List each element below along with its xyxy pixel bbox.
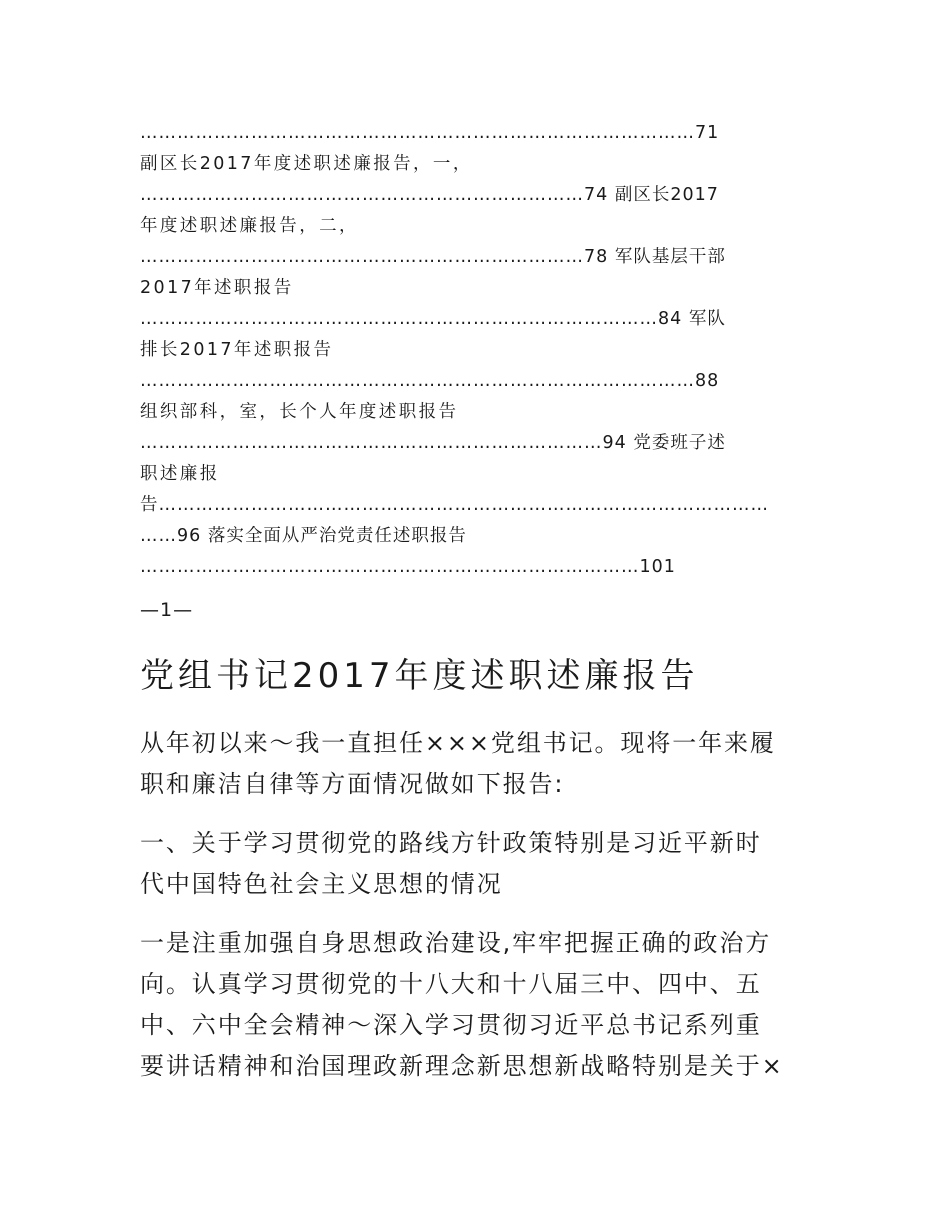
toc-line: ………………………………………………………………………………71 — [140, 123, 720, 143]
page-number: —1— — [140, 599, 194, 621]
toc-line: 告……………………………………………………………………………………… — [140, 495, 769, 515]
paragraph-line: 中、六中全会精神～深入学习贯彻习近平总书记系列重 — [140, 1011, 762, 1039]
toc-line: ………………………………………………………………74 副区长2017 — [140, 185, 719, 205]
toc-line: ………………………………………………………………………………88 — [140, 371, 720, 391]
toc-line: 副区长2017年度述职述廉报告，一， — [140, 154, 473, 174]
paragraph-line: 代中国特色社会主义思想的情况 — [140, 870, 503, 898]
toc-line: 排长2017年述职报告 — [140, 340, 334, 360]
paragraph-line: 一是注重加强自身思想政治建设,牢牢把握正确的政治方 — [140, 929, 772, 957]
paragraph-line: 要讲话精神和治国理政新理念新思想新战略特别是关于× — [140, 1052, 784, 1080]
paragraph-line: 从年初以来～我一直担任×××党组书记。现将一年来履 — [140, 729, 776, 757]
paragraph-line: 职和廉洁自律等方面情况做如下报告: — [140, 770, 565, 798]
toc-line: …………………………………………………………………………84 军队 — [140, 309, 726, 329]
toc-line: ……96 落实全面从严治党责任述职报告 — [140, 526, 467, 546]
paragraph-line: 向。认真学习贯彻党的十八大和十八届三中、四中、五 — [140, 970, 762, 998]
toc-line: 年度述职述廉报告，二， — [140, 216, 359, 236]
document-title: 党组书记2017年度述职述廉报告 — [140, 656, 699, 696]
section-heading-1 — [140, 823, 812, 905]
toc-line: ………………………………………………………………78 军队基层干部 — [140, 247, 726, 267]
toc-line: 职述廉报 — [140, 464, 220, 484]
toc-line: …………………………………………………………………94 党委班子述 — [140, 433, 726, 453]
toc-line: 2017年述职报告 — [140, 278, 294, 298]
table-of-contents — [140, 118, 810, 583]
toc-line: 组织部科，室，长个人年度述职报告 — [140, 402, 459, 422]
paragraph-body — [140, 923, 812, 1087]
paragraph-intro — [140, 723, 812, 805]
toc-line: ………………………………………………………………………101 — [140, 557, 676, 577]
paragraph-line: 一、关于学习贯彻党的路线方针政策特别是习近平新时 — [140, 829, 762, 857]
